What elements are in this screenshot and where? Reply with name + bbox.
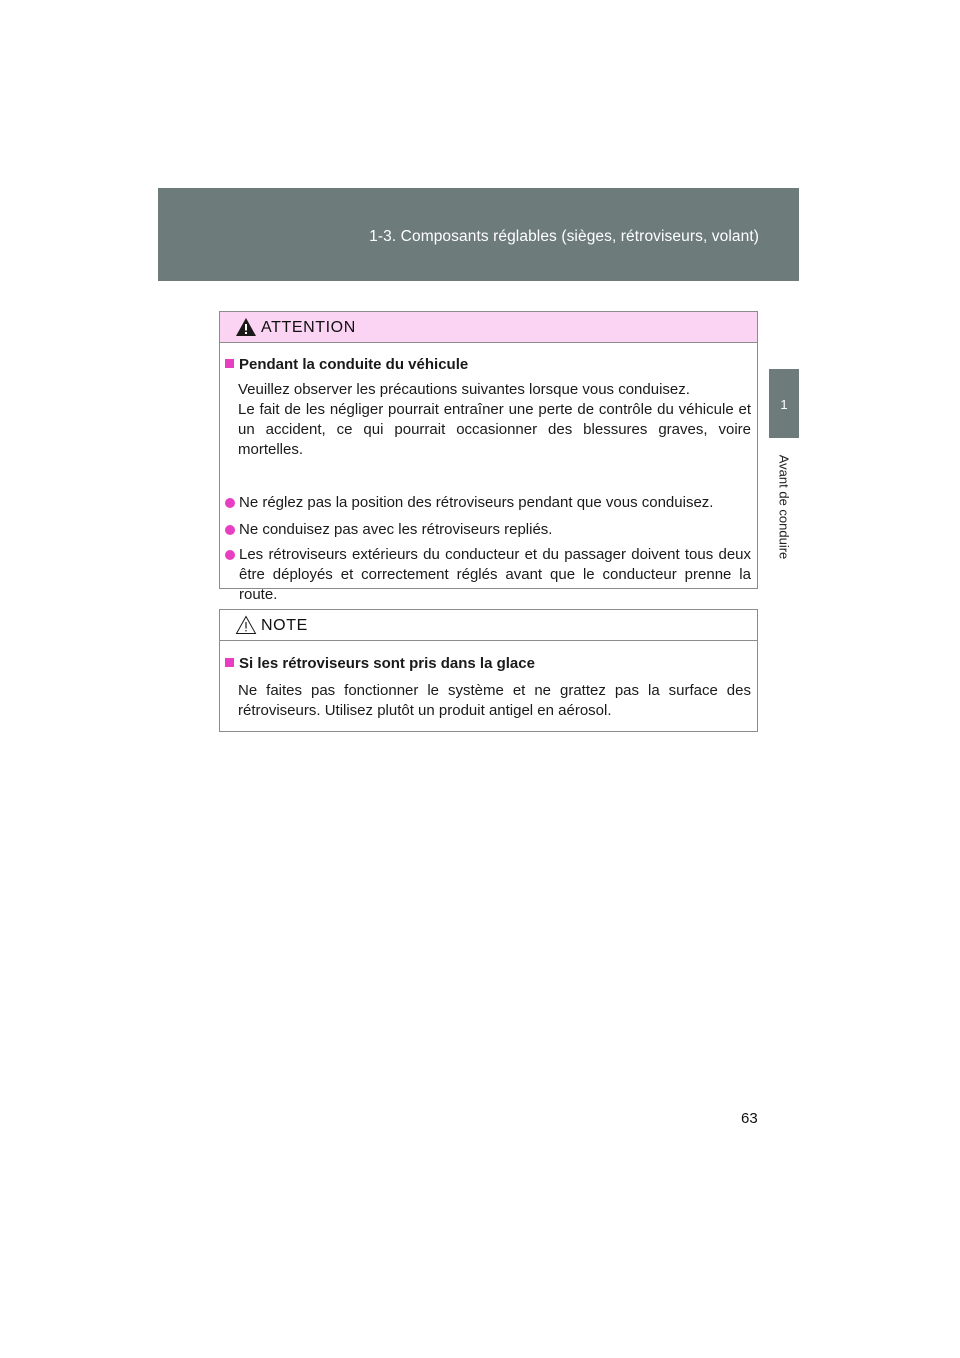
attention-paragraph: Le fait de les négliger pourrait entraîner une perte de contrôle du véhicule et un accident, ce qui pourrait occasionner des blessures graves, voire mortelles.: [238, 401, 751, 458]
attention-intro: Veuillez observer les précautions suivantes lorsque vous conduisez.: [238, 381, 690, 398]
warning-filled-icon: [235, 317, 257, 337]
chapter-tab: [769, 369, 799, 438]
square-bullet-icon: [225, 658, 234, 667]
attention-header: [220, 312, 757, 343]
circle-bullet-icon: [225, 550, 235, 560]
attention-bullet-1: Ne réglez pas la position des rétroviseurs pendant que vous conduisez.: [225, 493, 751, 513]
attention-bullet-2: Ne conduisez pas avec les rétroviseurs repliés.: [225, 520, 751, 540]
attention-box: [219, 311, 758, 603]
note-title: NOTE: [261, 617, 308, 634]
chapter-label-text: Avant de conduire: [776, 454, 792, 560]
chapter-number: 1: [780, 397, 788, 412]
attention-bullet-3: Les rétroviseurs extérieurs du conducteur et du passager doivent tous deux être déployés et correctement réglés avant que le conducteur prenne la route.: [225, 545, 751, 605]
warning-outline-icon: [235, 615, 257, 635]
note-header: [220, 610, 757, 641]
note-box: [219, 609, 758, 732]
page-number: 63: [741, 1110, 758, 1127]
attention-section-title: Pendant la conduite du véhicule: [225, 355, 468, 375]
chapter-header-band: [158, 188, 799, 281]
square-bullet-icon: [225, 359, 234, 368]
chapter-side-label: [767, 446, 801, 568]
circle-bullet-icon: [225, 498, 235, 508]
note-paragraph: Ne faites pas fonctionner le système et ne grattez pas la surface des rétroviseurs. Utilisez plutôt un produit antigel en aérosol.: [238, 682, 751, 719]
note-section-title: Si les rétroviseurs sont pris dans la glace: [225, 654, 535, 674]
circle-bullet-icon: [225, 525, 235, 535]
chapter-header-title: 1-3. Composants réglables (sièges, rétroviseurs, volant): [369, 228, 759, 245]
attention-title: ATTENTION: [261, 319, 356, 336]
